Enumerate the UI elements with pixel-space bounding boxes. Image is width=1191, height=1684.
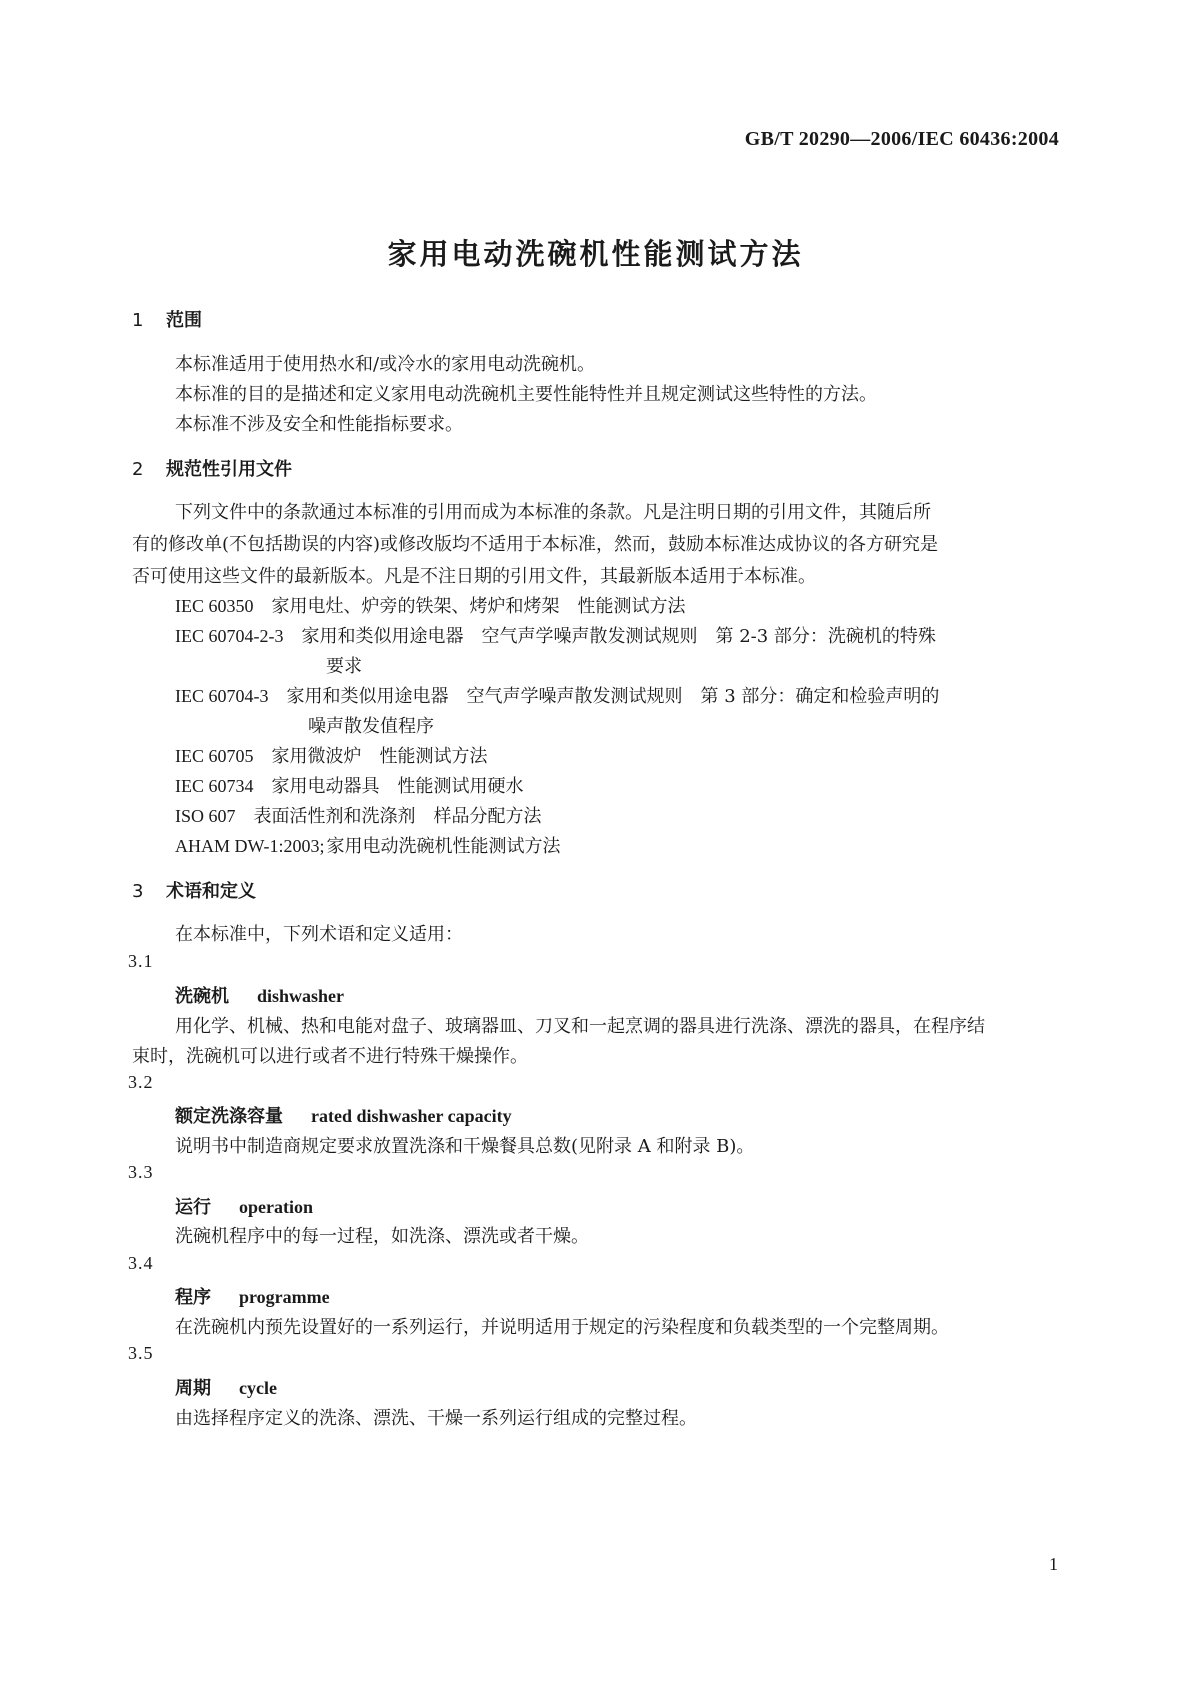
page-number: 1 — [1049, 1554, 1058, 1574]
term-definition-continuation: 束时，洗碗机可以进行或者不进行特殊干燥操作。 — [132, 1046, 528, 1067]
reference-code: ISO 607 — [175, 806, 236, 826]
term-chinese: 额定洗涤容量 — [175, 1106, 283, 1127]
reference-title: 家用和类似用途电器 空气声学噪声散发测试规则 第 2-3 部分：洗碗机的特殊 — [301, 626, 936, 647]
reference-item — [175, 622, 936, 648]
reference-code: IEC 60705 — [175, 746, 254, 766]
terms-intro: 在本标准中，下列术语和定义适用： — [175, 924, 463, 945]
term-chinese: 运行 — [175, 1197, 211, 1218]
reference-code: IEC 60704-3 — [175, 686, 269, 706]
term-heading — [175, 1102, 512, 1128]
reference-title: 家用微波炉 性能测试方法 — [271, 746, 488, 767]
reference-title-continuation: 噪声散发值程序 — [308, 716, 434, 737]
term-chinese: 程序 — [175, 1287, 211, 1308]
term-number: 3.3 — [128, 1162, 154, 1182]
reference-code: IEC 60704-2-3 — [175, 626, 284, 646]
scope-para-1: 本标准适用于使用热水和/或冷水的家用电动洗碗机。 — [175, 354, 596, 375]
term-definition: 在洗碗机内预先设置好的一系列运行，并说明适用于规定的污染程度和负载类型的一个完整周期。 — [175, 1317, 949, 1338]
term-number: 3.2 — [128, 1072, 154, 1092]
section-title: 范围 — [166, 310, 202, 331]
term-english: dishwasher — [257, 986, 345, 1006]
term-heading — [175, 1193, 313, 1219]
reference-item — [175, 742, 488, 768]
term-english: operation — [239, 1197, 313, 1217]
term-english: cycle — [239, 1378, 277, 1398]
reference-code: AHAM DW-1:2003; — [175, 836, 325, 856]
term-chinese: 周期 — [175, 1378, 211, 1399]
reference-title: 家用电动洗碗机性能测试方法 — [326, 836, 561, 857]
reference-item — [175, 802, 542, 828]
reference-item — [175, 832, 561, 858]
term-definition: 用化学、机械、热和电能对盘子、玻璃器皿、刀叉和一起烹调的器具进行洗涤、漂洗的器具，在程序结 — [175, 1016, 985, 1037]
reference-title: 家用电动器具 性能测试用硬水 — [271, 776, 524, 797]
scope-para-3: 本标准不涉及安全和性能指标要求。 — [175, 414, 463, 435]
section-number: 1 — [132, 310, 144, 331]
document-title: 家用电动洗碗机性能测试方法 — [387, 237, 804, 271]
section-3-heading — [132, 877, 256, 903]
reference-item — [175, 772, 524, 798]
reference-code: IEC 60734 — [175, 776, 254, 796]
term-number: 3.1 — [128, 951, 154, 971]
refs-intro-line-1: 下列文件中的条款通过本标准的引用而成为本标准的条款。凡是注明日期的引用文件，其随后所 — [175, 502, 931, 523]
reference-item — [175, 592, 686, 618]
term-number: 3.5 — [128, 1343, 154, 1363]
refs-intro-line-3: 否可使用这些文件的最新版本。凡是不注日期的引用文件，其最新版本适用于本标准。 — [132, 566, 816, 587]
term-heading — [175, 1283, 330, 1309]
section-number: 2 — [132, 459, 144, 480]
section-number: 3 — [132, 881, 144, 902]
term-heading — [175, 982, 344, 1008]
term-heading — [175, 1374, 277, 1400]
standard-number: GB/T 20290—2006/IEC 60436:2004 — [744, 128, 1059, 150]
term-english: programme — [239, 1287, 330, 1307]
term-english: rated dishwasher capacity — [311, 1106, 512, 1126]
reference-item — [175, 682, 939, 708]
reference-code: IEC 60350 — [175, 596, 254, 616]
section-title: 术语和定义 — [166, 881, 256, 902]
term-chinese: 洗碗机 — [175, 986, 229, 1007]
section-2-heading — [132, 455, 292, 481]
reference-title: 家用电灶、炉旁的铁架、烤炉和烤架 性能测试方法 — [271, 596, 686, 617]
section-1-heading — [132, 306, 202, 332]
term-number: 3.4 — [128, 1253, 154, 1273]
reference-title: 家用和类似用途电器 空气声学噪声散发测试规则 第 3 部分：确定和检验声明的 — [286, 686, 940, 707]
reference-title: 表面活性剂和洗涤剂 样品分配方法 — [253, 806, 542, 827]
reference-title-continuation: 要求 — [326, 656, 362, 677]
section-title: 规范性引用文件 — [166, 459, 292, 480]
refs-intro-line-2: 有的修改单(不包括勘误的内容)或修改版均不适用于本标准，然而，鼓励本标准达成协议的各方研究是 — [132, 534, 939, 555]
scope-para-2: 本标准的目的是描述和定义家用电动洗碗机主要性能特性并且规定测试这些特性的方法。 — [175, 384, 877, 405]
term-definition: 说明书中制造商规定要求放置洗涤和干燥餐具总数(见附录 A 和附录 B)。 — [175, 1136, 755, 1157]
term-definition: 洗碗机程序中的每一过程，如洗涤、漂洗或者干燥。 — [175, 1226, 589, 1247]
term-definition: 由选择程序定义的洗涤、漂洗、干燥一系列运行组成的完整过程。 — [175, 1408, 697, 1429]
